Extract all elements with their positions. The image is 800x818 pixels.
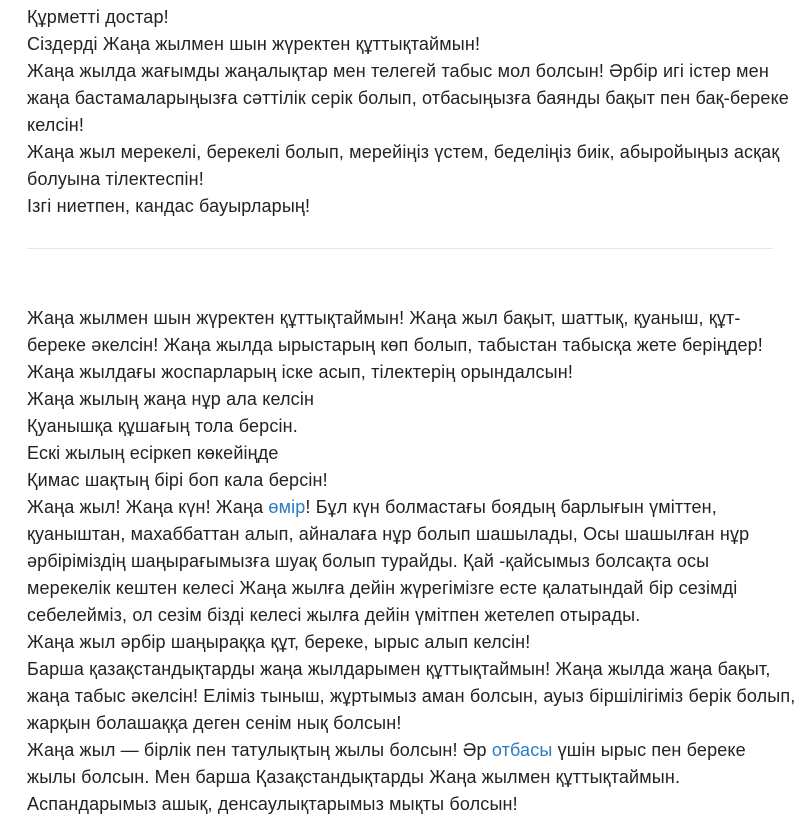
- greeting-wishes-paragraph-2: Жаңа жыл мерекелі, берекелі болып, мерейіңіз үстем, беделіңіз биік, абыройыңыз асқақ болуына тілектеспін!: [27, 142, 780, 189]
- greeting-signature: Ізгі ниетпен, кандас бауырларың!: [27, 196, 311, 216]
- poem-line-1: Жаңа жылың жаңа нұр ала келсін: [27, 389, 315, 409]
- congrats-paragraph: Жаңа жылмен шын жүректен құттықтаймын! Жаңа жыл бақыт, шаттық, қуаныш, құт-береке әкелсін! Жаңа жылда ырыстарың көп болып, табыстан табысқа жете беріңдер! Жаңа жылдағы жоспарларың іске асып, тілектерің орындалсын!: [27, 308, 763, 382]
- new-life-paragraph: [27, 494, 797, 629]
- new-life-text-start: Жаңа жыл! Жаңа күн! Жаңа: [27, 497, 269, 517]
- greeting-wishes-paragraph: Жаңа жылда жағымды жаңалықтар мен телегей табыс мол болсын! Әрбір игі істер мен жаңа бастамаларыңызға сәттілік серік болып, отбасыңызға баянды бақыт пен бақ-береке келсін!: [27, 61, 789, 135]
- greeting-block-2: [27, 305, 797, 818]
- section-divider: [27, 248, 773, 249]
- kazakhstan-congrats-paragraph: Барша қазақстандықтарды жаңа жылдарымен құттықтаймын! Жаңа жылда жаңа бақыт, жаңа табыс әкелсін! Еліміз тыныш, жұртымыз аман болсын, ауыз біршілігіміз берік болып, жарқын болашаққа деген сенім нық болсын!: [27, 659, 796, 733]
- link-otbasy[interactable]: отбасы: [491, 740, 553, 760]
- poem-line-3: Ескі жылың есіркеп көкейіңде: [27, 443, 279, 463]
- unity-paragraph: [27, 737, 797, 818]
- greeting-congrats-line: Сіздерді Жаңа жылмен шын жүректен құттықтаймын!: [27, 34, 481, 54]
- household-wish-paragraph: Жаңа жыл әрбір шаңыраққа құт, береке, ырыс алып келсін!: [27, 632, 531, 652]
- unity-text-start: Жаңа жыл — бірлік пен татулықтың жылы болсын! Әр: [27, 740, 492, 760]
- poem-line-2: Қуанышқа құшағың тола берсін.: [27, 416, 298, 436]
- new-life-text-end: ! Бұл күн болмастағы боядың барлығын үміттен, қуаныштан, махаббаттан алып, айналаға нұр болып шашылады, Осы шашылған нұр әрбіріміздің шаңырағымызға шуақ болып турайды. Қай -қайсымыз болсақта осы мерекелік кештен келесі Жаңа жылға дейін жүрегімізге есте қалатындай бір сезімді себелейміз, ол сезім бізді келесі жылға дейін үмітпен жетелеп отырады.: [27, 497, 750, 625]
- poem-line-4: Қимас шақтың бірі боп кала берсін!: [27, 470, 328, 490]
- greeting-block-1: [27, 4, 797, 220]
- greeting-salutation: Құрметті достар!: [27, 7, 169, 27]
- unity-text-end: үшін ырыс пен береке жылы болсын. Мен барша Қазақстандықтарды Жаңа жылмен құттықтаймын. Аспандарымыз ашық, денсаулықтарымыз мықты болсын!: [27, 740, 746, 814]
- link-omir[interactable]: өмір: [268, 497, 306, 517]
